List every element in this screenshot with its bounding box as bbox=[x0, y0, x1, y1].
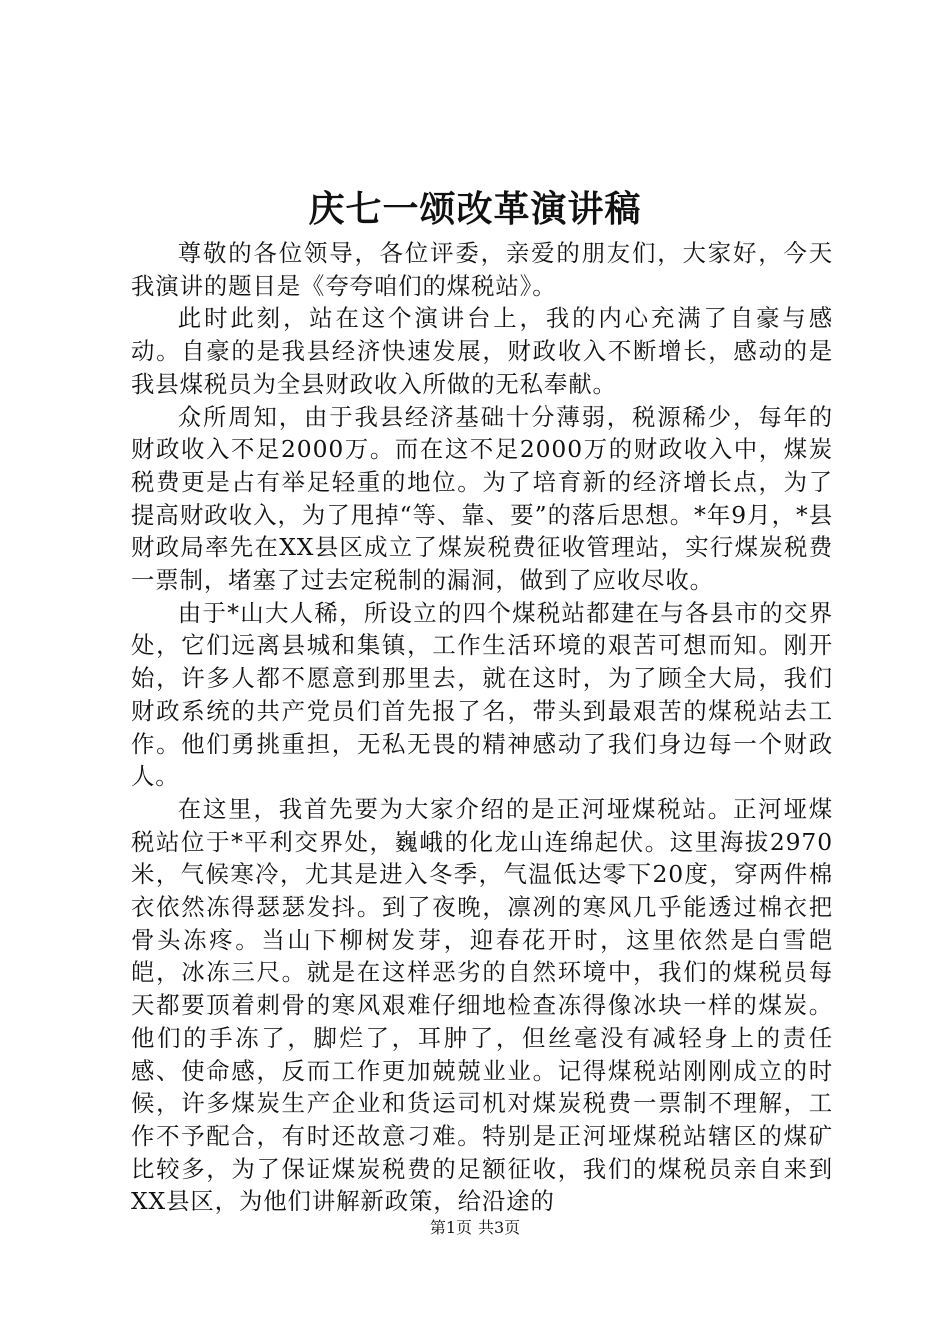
paragraph: 众所周知，由于我县经济基础十分薄弱，税源稀少，每年的财政收入不足2000万。而在这不足2000万的财政收入中，煤炭税费更是占有举足轻重的地位。为了培育新的经济增长点，为了提高财政收入，为了甩掉“等、靠、要”的落后思想。*年9月，*县财政局率先在XX县区成立了煤炭税费征收管理站，实行煤炭税费一票制，堵塞了过去定税制的漏洞，做到了应收尽收。 bbox=[131, 402, 833, 595]
page-number: 第1页 bbox=[429, 1218, 472, 1237]
paragraph: 此时此刻，站在这个演讲台上，我的内心充满了自豪与感动。自豪的是我县经济快速发展，财政收入不断增长，感动的是我县煤税员为全县财政收入所做的无私奉献。 bbox=[131, 304, 833, 398]
page-total: 共3页 bbox=[478, 1218, 521, 1237]
document-title: 庆七一颂改革演讲稿 bbox=[308, 188, 642, 230]
paragraph: 由于*山大人稀，所设立的四个煤税站都建在与各县市的交界处，它们远离县城和集镇，工作生活环境的艰苦可想而知。刚开始，许多人都不愿意到那里去，就在这时，为了顾全大局，我们财政系统的共产党员们首先报了名，带头到最艰苦的煤税站去工作。他们勇挑重担，无私无畏的精神感动了我们身边每一个财政人。 bbox=[131, 598, 833, 791]
page-footer bbox=[0, 1217, 950, 1239]
paragraph: 在这里，我首先要为大家介绍的是正河垭煤税站。正河垭煤税站位于*平利交界处，巍峨的化龙山连绵起伏。这里海拔2970米，气候寒冷，尤其是进入冬季，气温低达零下20度，穿两件棉衣依然冻得瑟瑟发抖。到了夜晚，凛冽的寒风几乎能透过棉衣把骨头冻疼。当山下柳树发芽，迎春花开时，这里依然是白雪皑皑，冰冻三尺。就是在这样恶劣的自然环境中，我们的煤税员每天都要顶着刺骨的寒风艰难仔细地检查冻得像冰块一样的煤炭。他们的手冻了，脚烂了，耳肿了，但丝毫没有减轻身上的责任感、使命感，反而工作更加兢兢业业。记得煤税站刚刚成立的时候，许多煤炭生产企业和货运司机对煤炭税费一票制不理解，工作不予配合，有时还故意刁难。特别是正河垭煤税站辖区的煤矿比较多，为了保证煤炭税费的足额征收，我们的煤税员亲自来到XX县区，为他们讲解新政策，给沿途的 bbox=[131, 794, 833, 1216]
document-body bbox=[131, 237, 833, 1218]
paragraph: 尊敬的各位领导，各位评委，亲爱的朋友们，大家好，今天我演讲的题目是《夸夸咱们的煤税站》。 bbox=[131, 239, 833, 300]
